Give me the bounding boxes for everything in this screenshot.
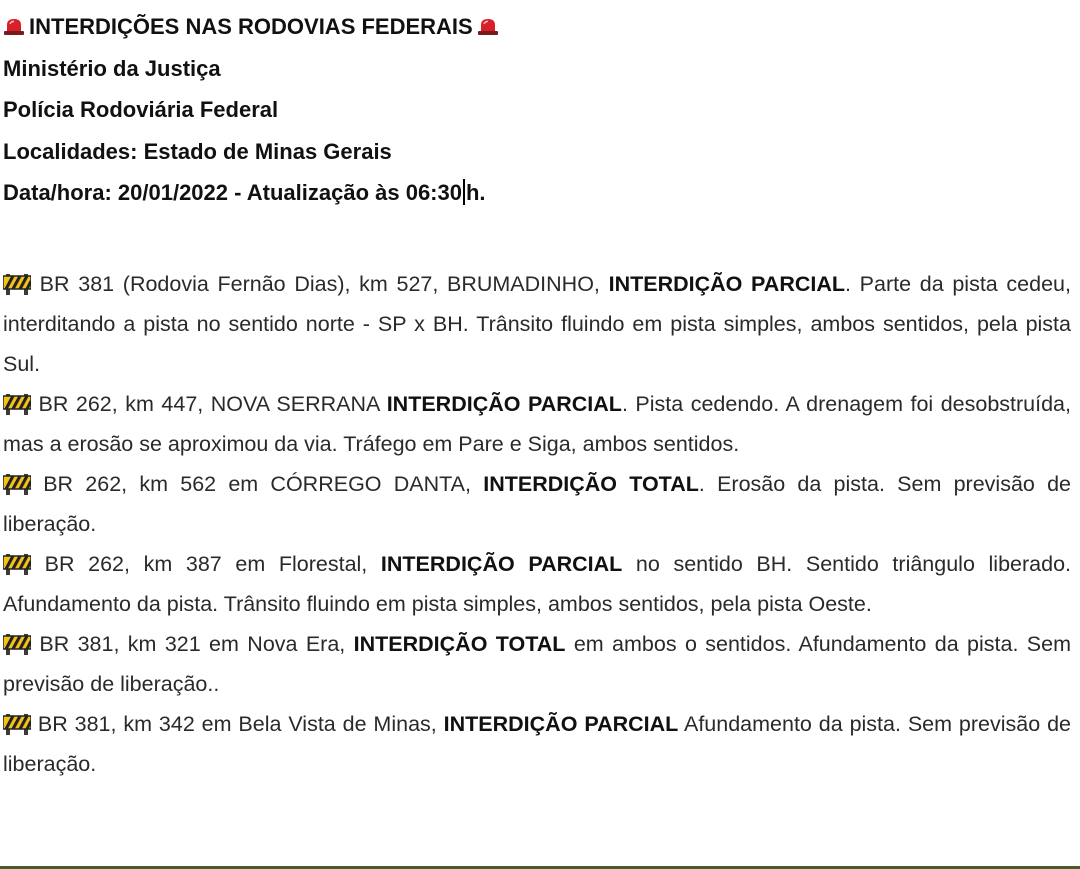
list-item: BR 381 (Rodovia Fernão Dias), km 527, BRUMADINHO, INTERDIÇÃO PARCIAL. Parte da pista cedeu, interditando a pista no sentido norte - SP x BH. Trânsito fluindo em pista simples, ambos sentidos, pela pista Sul.: [3, 271, 1071, 376]
police-siren-icon: [3, 17, 25, 35]
interdiction-list: [3, 264, 1071, 784]
datetime-text: Data/hora: 20/01/2022 - Atualização às 06:30: [3, 180, 462, 205]
status-badge: INTERDIÇÃO TOTAL: [353, 631, 566, 656]
police-siren-icon: [477, 17, 499, 35]
locality-line: Localidades: Estado de Minas Gerais: [3, 138, 392, 164]
status-badge: INTERDIÇÃO PARCIAL: [608, 271, 846, 296]
datetime-suffix: h.: [465, 180, 486, 205]
construction-barrier-icon: [3, 631, 31, 655]
status-badge: INTERDIÇÃO TOTAL: [483, 471, 699, 496]
page-title: INTERDIÇÕES NAS RODOVIAS FEDERAIS: [29, 14, 473, 39]
status-badge: INTERDIÇÃO PARCIAL: [386, 391, 622, 416]
status-badge: INTERDIÇÃO PARCIAL: [443, 711, 679, 736]
header: [3, 0, 1071, 214]
datetime-line[interactable]: [3, 172, 1071, 214]
construction-barrier-icon: [3, 391, 31, 415]
status-badge: INTERDIÇÃO PARCIAL: [380, 551, 623, 576]
title-line: [3, 6, 1071, 48]
construction-barrier-icon: [3, 711, 31, 735]
spacer: [3, 214, 1071, 264]
list-item: BR 381, km 321 em Nova Era, INTERDIÇÃO TOTAL em ambos o sentidos. Afundamento da pista. Sem previsão de liberação..: [3, 631, 1071, 696]
construction-barrier-icon: [3, 471, 31, 495]
construction-barrier-icon: [3, 551, 31, 575]
list-item: BR 381, km 342 em Bela Vista de Minas, INTERDIÇÃO PARCIAL Afundamento da pista. Sem previsão de liberação.: [3, 711, 1071, 776]
text-cursor: [463, 179, 465, 205]
construction-barrier-icon: [3, 271, 31, 295]
list-item: BR 262, km 387 em Florestal, INTERDIÇÃO PARCIAL no sentido BH. Sentido triângulo liberado. Afundamento da pista. Trânsito fluindo em pista simples, ambos sentidos, pela pista Oeste.: [3, 551, 1072, 616]
list-item: BR 262, km 562 em CÓRREGO DANTA, INTERDIÇÃO TOTAL. Erosão da pista. Sem previsão de liberação.: [3, 471, 1071, 536]
ministry-line: Ministério da Justiça: [3, 55, 221, 81]
document: [3, 0, 1071, 866]
list-item: BR 262, km 447, NOVA SERRANA INTERDIÇÃO PARCIAL. Pista cedendo. A drenagem foi desobstruída, mas a erosão se aproximou da via. Tráfego em Pare e Siga, ambos sentidos.: [3, 391, 1071, 456]
agency-line: Polícia Rodoviária Federal: [3, 97, 279, 122]
